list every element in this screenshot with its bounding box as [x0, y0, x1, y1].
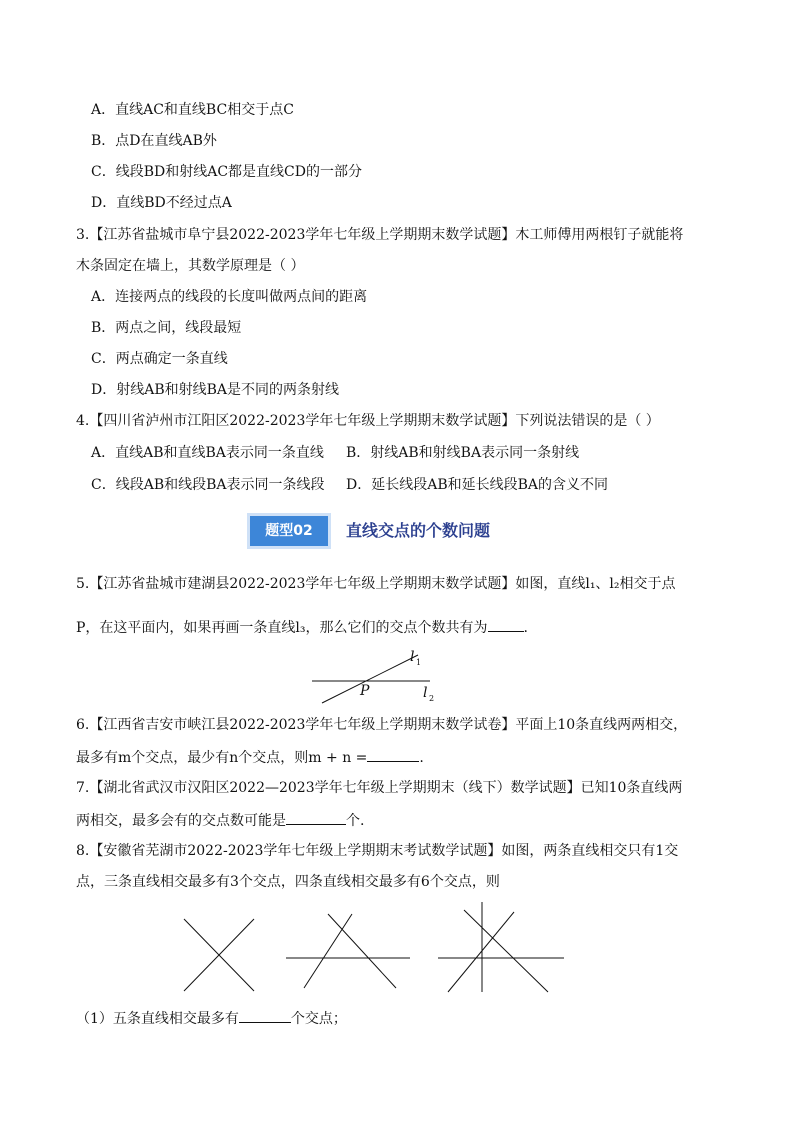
q2-option-a: A．直线AC和直线BC相交于点C: [91, 102, 294, 118]
q5-label-l2-sub: 2: [429, 694, 435, 703]
q6-stem-line1: 6.【江西省吉安市峡江县2022-2023学年七年级上学期期末数学试卷】平面上10条直线两两相交，: [76, 717, 688, 733]
q8-stem-line1: 8.【安徽省芜湖市2022-2023学年七年级上学期期末考试数学试题】如图，两条直线相交只有1交: [76, 843, 679, 859]
q3-option-a: A．连接两点的线段的长度叫做两点间的距离: [91, 289, 368, 305]
section-badge: [247, 513, 331, 549]
q8-figure-three-lines: [286, 912, 412, 992]
q3-stem-line1: 3.【江苏省盐城市阜宁县2022-2023学年七年级上学期期末数学试题】木工师傅用两根钉子就能将: [76, 227, 684, 243]
q2-option-d: D．直线BD不经过点A: [91, 195, 232, 211]
q5-label-l1: l: [410, 649, 415, 665]
q6-end: .: [419, 750, 424, 766]
q7-end: 个.: [346, 813, 365, 829]
q2-option-b: B．点D在直线AB外: [91, 133, 217, 149]
q8-figure-four-lines: [436, 902, 566, 994]
q3-option-c: C．两点确定一条直线: [91, 351, 228, 367]
q8-sub1-text: （1）五条直线相交最多有: [76, 1011, 239, 1027]
q5-stem-line2: [76, 617, 528, 637]
q5-label-l2: l: [423, 685, 428, 701]
q7-stem-line1: 7.【湖北省武汉市汉阳区2022—2023学年七年级上学期期末（线下）数学试题】已知10条直线两: [76, 780, 683, 796]
q5-figure: [300, 645, 450, 705]
q3-stem-line2: 木条固定在墙上，其数学原理是（ ）: [76, 258, 305, 274]
q4-option-c: C．线段AB和线段BA表示同一条线段: [91, 477, 325, 493]
section-title: 直线交点的个数问题: [346, 521, 491, 540]
q6-answer-blank: [367, 747, 419, 762]
q5-label-l1-sub: 1: [416, 658, 422, 667]
q7-answer-blank: [286, 810, 346, 825]
q8-stem-line2: 点，三条直线相交最多有3个交点，四条直线相交最多有6个交点，则: [76, 874, 500, 890]
q4-option-a: A．直线AB和直线BA表示同一条直线: [91, 445, 324, 461]
q3-option-d: D．射线AB和射线BA是不同的两条射线: [91, 382, 340, 398]
q5-answer-blank: [488, 617, 524, 632]
q5-stem-line1: 5.【江苏省盐城市建湖县2022-2023学年七年级上学期期末数学试题】如图，直线l₁、l₂相交于点: [76, 576, 676, 592]
section-badge-label: 题型02: [250, 516, 328, 546]
q5-line-l1: [322, 655, 418, 703]
q4-stem: 4.【四川省泸州市江阳区2022-2023学年七年级上学期期末数学试题】下列说法错误的是（ ）: [76, 413, 660, 429]
q6-text: 最多有m个交点，最少有n个交点，则m + n =: [76, 750, 368, 766]
q4-option-d: D．延长线段AB和延长线段BA的含义不同: [346, 477, 609, 493]
q7-text: 两相交，最多会有的交点数可能是: [76, 813, 286, 829]
q5-end: .: [523, 620, 528, 636]
q7-stem-line2: [76, 810, 364, 830]
q8-sub1-answer-blank: [239, 1008, 291, 1023]
q8-sub1: [76, 1008, 347, 1028]
q6-stem-line2: [76, 747, 424, 767]
q8-sub1-end: 个交点；: [290, 1011, 347, 1027]
q5-text: P，在这平面内，如果再画一条直线l₃，那么它们的交点个数共有为: [76, 620, 488, 636]
q2-option-c: C．线段BD和射线AC都是直线CD的一部分: [91, 164, 362, 180]
q3-option-b: B．两点之间，线段最短: [91, 320, 242, 336]
q4-option-b: B．射线AB和射线BA表示同一条射线: [346, 445, 580, 461]
q8-figure-two-lines: [180, 915, 260, 995]
q5-label-p: P: [360, 683, 370, 699]
